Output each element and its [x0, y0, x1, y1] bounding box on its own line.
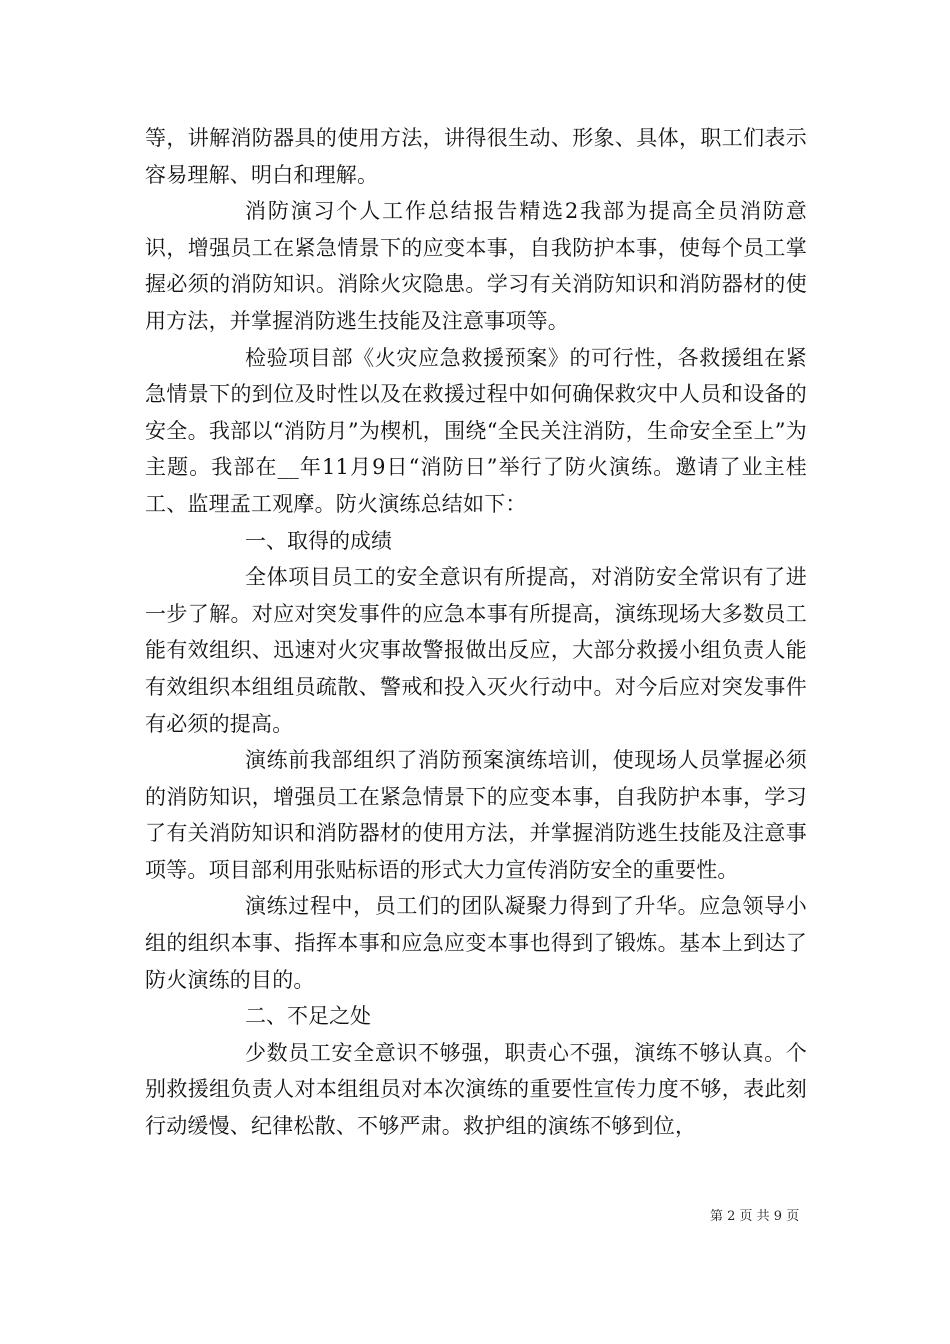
paragraph-2: 消防演习个人工作总结报告精选2我部为提高全员消防意识，增强员工在紧急情景下的应变本事，自我防护本事，使每个员工掌握必须的消防知识。消除火灾隐患。学习有关消防知识和消防器材的使用方法，并掌握消防逃生技能及注意事项等。: [145, 199, 807, 333]
paragraph-7: 少数员工安全意识不够强，职责心不强，演练不够认真。个别救援组负责人对本组组员对本次演练的重要性宣传力度不够，表此刻行动缓慢、纪律松散、不够严肃。救护组的演练不够到位，: [145, 1040, 807, 1139]
page-number: 第 2 页 共 9 页: [710, 1209, 800, 1224]
paragraph-5: 演练前我部组织了消防预案演练培训，使现场人员掌握必须的消防知识，增强员工在紧急情景下的应变本事，自我防护本事，学习了有关消防知识和消防器材的使用方法，并掌握消防逃生技能及注意事项等。项目部利用张贴标语的形式大力宣传消防安全的重要性。: [145, 748, 807, 882]
paragraph-6: 演练过程中，员工们的团队凝聚力得到了升华。应急领导小组的组织本事、指挥本事和应急应变本事也得到了锻炼。基本上到达了防火演练的目的。: [145, 894, 807, 992]
paragraph-1: 等，讲解消防器具的使用方法，讲得很生动、形象、具体，职工们表示容易理解、明白和理解。: [145, 126, 807, 187]
document-body: [145, 120, 807, 1145]
section-heading-shortcomings: 二、不足之处: [245, 1004, 371, 1029]
paragraph-4: 全体项目员工的安全意识有所提高，对消防安全常识有了进一步了解。对应对突发事件的应急本事有所提高，演练现场大多数员工能有效组织、迅速对火灾事故警报做出反应，大部分救援小组负责人能有效组织本组组员疏散、警戒和投入灭火行动中。对今后应对突发事件有必须的提高。: [145, 565, 807, 736]
paragraph-3: 检验项目部《火灾应急救援预案》的可行性，各救援组在紧急情景下的到位及时性以及在救援过程中如何确保救灾中人员和设备的安全。我部以“消防月”为楔机，围绕“全民关注消防，生命安全至上”为主题。我部在__年11月9日“消防日”举行了防火演练。邀请了业主桂工、监理孟工观摩。防火演练总结如下：: [145, 345, 807, 516]
section-heading-achievements: 一、取得的成绩: [245, 528, 392, 553]
